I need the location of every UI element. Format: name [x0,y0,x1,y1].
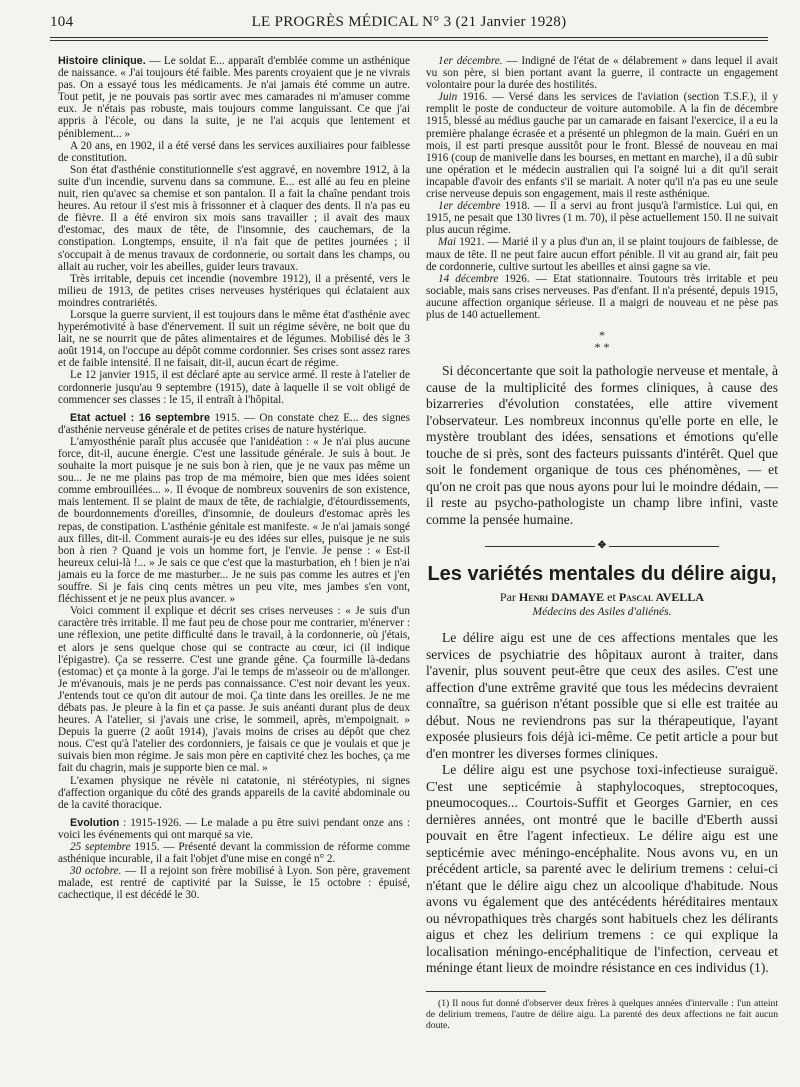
left-column [58,55,410,901]
paragraph: Le délire aigu est une psychose toxi-infectieuse suraiguë. C'est une septicémie à staphylocoques, streptocoques, pneumocoques... Courtois-Suffit et Georges Garnier, en ces dernières années, ont montré que le bacille d'Eberth aussi pouvait en être l'agent infectieux. Le délire aigu est une septicémie avec méningo-encéphalite. Nous avons vu, en un précédent article, sa parenté avec le delirium tremens : celui-ci n'étant que le délire aigu chez un alcoolique d'habitude. Nous avons vu également que des antécédents héréditaires mentaux ou névropathiques très chargés sont habituels chez les délirants aigus et chez les delirium tremens : ce qui explique la localisation méningo-encéphalitique de l'infection, cerveau et méninge étant lieux de moindre résistance en ces individus (1). [426,762,778,976]
byline [426,591,778,603]
section-separator-stars: * * * [594,328,610,355]
paragraph-text: 1915. — On constate chez E... des signes d'asthénie nerveuse générale et de petites crises de nature hystérique. [58,411,410,436]
paragraph [58,55,410,140]
paragraph: Très irritable, depuis cet incendie (novembre 1912), il a présenté, vers le milieu de 1913, de petites crises nerveuses hystériques qui éclataient aux moindres contrariétés. [58,272,410,309]
header-rule-thin [50,40,768,41]
byline-conjunction: et [604,590,619,605]
paragraph [58,865,410,901]
paragraph-text: — Indigné de l'état de « délabrement » dans lequel il avait vu son père, si bien portant avant la guerre, il contracte un engagement volontaire pour la durée des hostilités. [426,55,778,92]
article-title: Les variétés mentales du délire aigu, [427,563,777,586]
entry-date: Juin [438,91,458,104]
paragraph-text: — Il a rejoint son frère mobilisé à Lyon. Son père, gravement malade, est rentré de captivité par la Suisse, le 15 octobre : épuisé, cachectique, il est décédé le 30. [58,865,410,902]
paragraph [426,273,778,321]
paragraph: Lorsque la guerre survient, il est toujours dans le même état d'asthénie avec hyperémotivité à base d'énervement. Il suit un régime sévère, ne boit que du lait, ne se nourrit que de pâtes alimentaires et de légumes. Mobilisé dès le 3 août 1914, on l'occupe au dépôt comme cordonnier. Ses crises sont assez rares et de faible intensité. Il ne faisait, dit-il, aucun écart de régime. [58,308,410,370]
header-rule [50,37,768,38]
paragraph-text: 1915. — Présenté devant la commission de réforme comme asthénique incurable, il a fait l'objet d'une mise en congé n° 2. [58,841,410,866]
footnote: (1) Il nous fut donné d'observer deux frères à quelques années d'intervalle : l'un atteint de delirium tremens, l'autre de délire aigu. La parenté des deux affections ne fait aucun doute. [426,997,778,1031]
author-name: Henri DAMAYE [518,590,605,605]
footnote-rule [426,991,546,992]
section-heading: Histoire clinique. [58,55,146,67]
paragraph-text: 1926. — Etat stationnaire. Toutours très irritable et peu sociable, mais sans crises nerveuses. Pas d'enfant. Il n'a présenté, depuis 1915, aucune affection organique sérieuse. Il a maigri de nouveau et ne pèse pas plus de 140 actuellement. [426,272,778,321]
paragraph [426,236,778,272]
paragraph: Le délire aigu est une de ces affections mentales que les services de psychiatrie des hôpitaux auront à traiter, dans l'avenir, plus souvent peut-être que ceux des asiles. C'est une affection d'une extrême gravité que tous les médecins devraient connaître, sa guérison n'étant possible que si elle est traitée au début. Nous ne reviendrons pas sur la thérapeutique, l'ayant exposée plusieurs fois déjà ici-même. Ce petit article a pour but d'en montrer les diverses formes cliniques. [426,630,778,761]
entry-date: 1er décembre. [438,55,503,67]
entry-date: Mai [438,236,457,249]
entry-date: 14 décembre [438,272,499,285]
paragraph: L'examen physique ne révèle ni catatonie, ni stéréotypies, ni signes d'affection organique du côté des grands appareils de la cavité abdominale ou de la cavité thoracique. [58,774,410,811]
paragraph [58,817,410,841]
entry-date: 1er décembre [438,200,501,213]
running-title: LE PROGRÈS MÉDICAL N° 3 (21 Janvier 1928) [251,14,567,30]
running-header [50,14,768,34]
paragraph [58,841,410,865]
paragraph: L'amyosthénie paraît plus accusée que l'anidéation : « Je n'ai plus aucune force, dit-il, aucune énergie. C'est une lassitude générale. Je suis à bout. Je souhaite la mort puisque je ne suis bon à rien, que je ne vaux pas même un sou... Je ne me plains pas trop de ma mémoire, bien que mes idées soient comme embrouillées... ». Il évoque de nombreux souvenirs de son existence, mais lentement. Il se plaint de maux de tête, de rachialgie, d'étourdissements, de bourdonnements d'oreilles, d'insomnie, de douleurs d'estomac après les repas, de constipation. L'asthénie génitale est manifeste. « Je n'ai jamais songé aux filles, dit-il. Comment aurais-je eu des idées sur elles, puisque je ne suis bon à rien ? Quand je vois un homme fort, je l'envie. Je pense : « Est-il heureux celui-là !... » Je sais ce que c'est que la masturbation, eh ! bien je n'ai jamais eu la force de me masturber... Je ne suis pas comme les autres et j'en souffre. Si je fais cinq cents mètres un peu vite, mes jambes s'en vont, fléchissent et je ne peux plus avancer. » [58,435,410,606]
paragraph-text: 1921. — Marié il y a plus d'un an, il se plaint toujours de faiblesse, de maux de tête. Il ne peut faire aucun effort pénible. Il vit au grand air, fait peu de cordonnerie, cultive surtout les abeilles et ainsi gagne sa vie. [426,236,778,273]
section-heading: Evolution [70,816,120,829]
paragraph-text: : 1915-1926. — Le malade a pu être suivi pendant onze ans : voici les événements qui ont marqué sa vie. [58,816,410,841]
paragraph [426,55,778,91]
paragraph [426,91,778,200]
paragraph-text: 1916. — Versé dans les services de l'aviation (section T.S.F.), il y remplit le poste de conducteur de voiture automobile. A la fin de décembre 1915, blessé au médius gauche par un camarade en faisant l'exercice, il a eu la première phalange écrasée et a présenté un phlegmon de la main. Guéri en un mois, il est parti presque aussitôt pour le front. Blessé de nouveau en mai 1916 (coup de manivelle dans les bourses, en mettant en marche), il a dû subir une opération et le médecin australien qui l'a soigné lui a dit qu'il serait incapable d'avoir des enfants s'il se mariait. A noter qu'il n'a pas eu une seule crise nerveuse depuis son engagement, mais il reste asthénique. [426,91,778,201]
paragraph: Voici comment il explique et décrit ses crises nerveuses : « Je suis d'un caractère très irritable. Il me faut peu de chose pour me contrarier, m'énerver : une réflexion, une petite difficulté dans le travail, à la cordonnerie, où j'étais, et alors je sens quelque chose qui se contracte au cœur, ici (il indique l'épigastre). Ça se resserre. C'est une grande gêne. Ça fourmille là-dedans (estomac) et ça monte à la gorge. J'ai le temps de m'asseoir ou de m'allonger. Je m'évanouis, mais je ne perds pas connaissance. C'est noir devant les yeux. J'entends tout ce qu'on dit autour de moi. Ça tinte dans les oreilles. Je ne me débats pas. Je pleure à la fin et ça passe. Je suis anéanti durant plus de deux heures. A l'atelier, si j'avais une crise, le sommeil, après, m'empoignait. » Depuis la guerre (2 août 1914), j'avais moins de crises au dépôt que chez nous. C'est qu'à l'atelier des cordonniers, je faisais ce que je voulais et que je suivais bien mon régime. Je sais mon père en captivité chez les boches, ça me fait du chagrin, mais je supporte bien ce mal. » [58,605,410,775]
paragraph: Son état d'asthénie constitutionnelle s'est aggravé, en novembre 1912, à la suite d'un incendie, survenu dans sa commune. E... est allé au feu en pleine nuit, rien qu'avec sa chemise et son pantalon. Il a fait la chaîne pendant trois heures. Au retour il s'est mis à frissonner et à claquer des dents. Il n'a pas eu de fièvre. Il a été environ six mois sans travailler ; il avait des maux d'estomac, des maux de tête, de l'insomnie, des cauchemars, de la constipation. Longtemps, ensuite, il n'a fait que de petites journées ; il s'occupait à de menus travaux de cordonnerie, ou sortait dans les champs, ou allait au rucher, voir les abeilles, guider leurs travaux. [58,163,410,273]
entry-date: 25 septembre [70,841,131,853]
author-name: Pascal AVELLA [618,590,705,605]
article-body [426,630,778,977]
paragraph [58,412,410,436]
paragraph-text: 1918. — Il a servi au front jusqu'à l'armistice. Lui qui, en 1915, ne pesait que 130 livres (1 m. 70), il pèse actuellement 150. Il ne suivait plus aucun régime. [426,200,778,237]
closing-remarks [426,363,778,528]
byline-prefix: Par [499,590,519,605]
right-column [426,55,778,1031]
paragraph: A 20 ans, en 1902, il a été versé dans les services auxiliaires pour faiblesse de constitution. [58,139,410,164]
author-affiliation: Médecins des Asiles d'aliénés. [532,606,672,619]
ornamental-divider: ✥ [426,540,778,554]
entry-date: 30 octobre. [70,865,122,878]
paragraph: Si déconcertante que soit la pathologie nerveuse et mentale, à cause de la multiplicité des formes cliniques, à cause des bizarreries d'évolution constatées, elle attire vivement l'observateur. Les nombreux inconnus qu'elle porte en elle, le mystère troublant des idées, sensations et émotions qu'elle touche de si près, sont des facteurs puissants d'intérêt. Quel que soit le fondement organique de tous ces phénomènes, — et qu'on ne croit pas que nous ayons pour lui le moindre dédain, — il reste au psycho-pathologiste un champ libre infini, vaste comme la pensée humaine. [426,363,778,527]
paragraph-text: — Le soldat E... apparaît d'emblée comme un asthénique de naissance. « J'ai toujours été faible. Mes parents croyaient que je ne vivrais pas. On a essayé tous les médicaments. Je n'ai jamais été comme un autre. Tout petit, je ne pouvais pas sortir avec mes camarades ni m'amuser comme eux. Je n'étais pas robuste, mais toujours comme languissant. Ce que j'ai appris à l'école, ou dans la suite, je ne l'ai acquis que lentement et péniblement... » [58,55,410,140]
page-number: 104 [50,14,74,30]
paragraph [426,200,778,236]
paragraph: Le 12 janvier 1915, il est déclaré apte au service armé. Il reste à l'atelier de cordonnerie jusqu'au 9 septembre (1915), date à laquelle il se voit obligé de commencer ses classes : le 15, il entraît à l'hôpital. [58,369,410,406]
section-heading: Etat actuel : 16 septembre [70,411,210,424]
